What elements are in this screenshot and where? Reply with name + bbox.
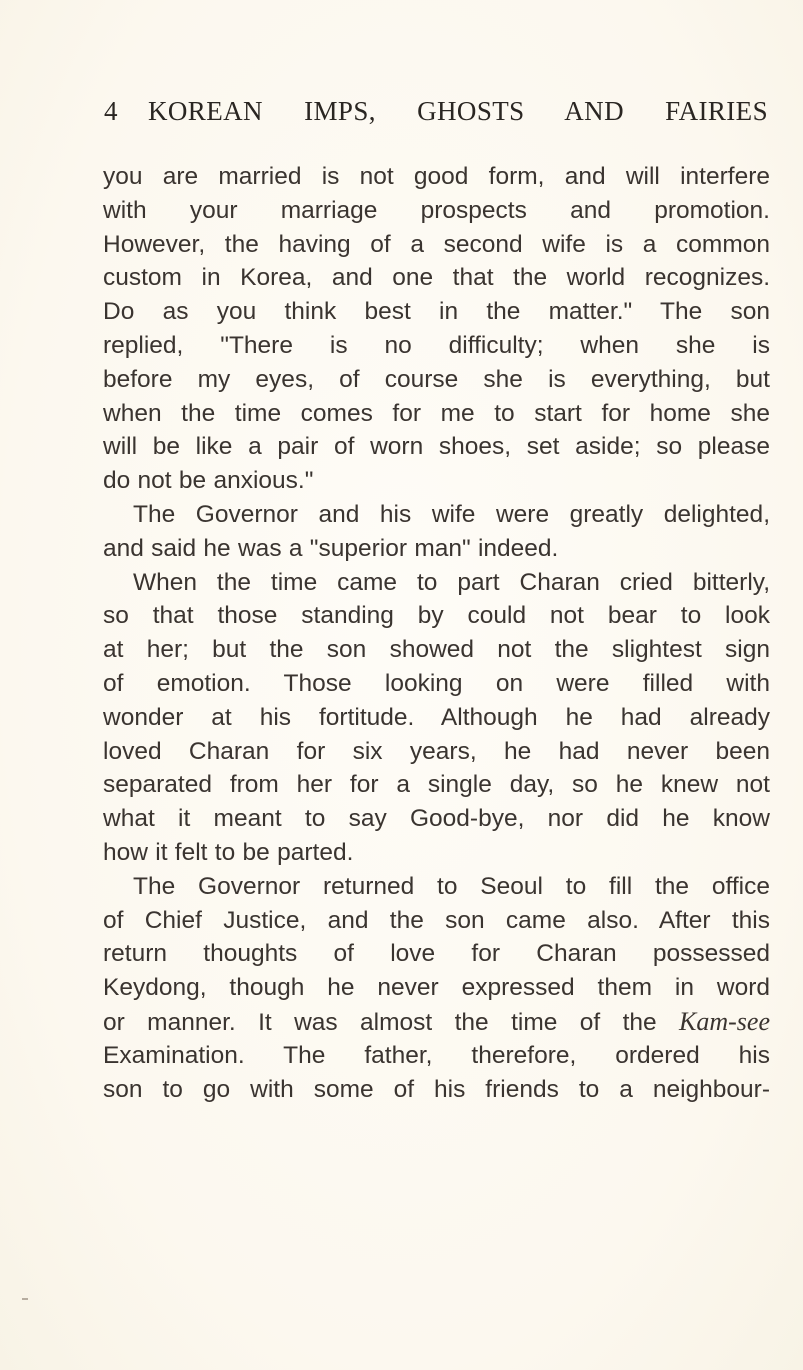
text-line: However, the having of a second wife is a common	[103, 230, 770, 258]
text-fragment: or manner. It was almost the time of the	[103, 1008, 680, 1036]
text-line: wonder at his fortitude. Although he had already	[103, 703, 770, 731]
text-line: before my eyes, of course she is everything, but	[103, 365, 770, 393]
text-line: what it meant to say Good-bye, nor did he know	[103, 805, 770, 833]
page-header	[104, 96, 768, 136]
text-line: Keydong, though he never expressed them in word	[103, 974, 770, 1002]
text-line-with-italic	[103, 1005, 770, 1039]
text-line: and said he was a "superior man" indeed.	[103, 534, 559, 562]
text-line: Do as you think best in the matter." The son	[103, 298, 770, 326]
text-line: how it felt to be parted.	[103, 838, 354, 866]
text-line: when the time comes for me to start for home she	[103, 399, 770, 427]
text-line: replied, "There is no difficulty; when she is	[103, 331, 770, 359]
text-line: separated from her for a single day, so he knew not	[103, 771, 770, 799]
text-line: loved Charan for six years, he had never been	[103, 737, 770, 765]
text-line: so that those standing by could not bear to look	[103, 602, 770, 630]
body-text	[103, 160, 770, 1106]
text-line: custom in Korea, and one that the world recognizes.	[103, 264, 770, 292]
text-line: will be like a pair of worn shoes, set aside; so please	[103, 433, 770, 461]
text-line: of emotion. Those looking on were filled with	[103, 669, 770, 697]
page-number: 4	[104, 96, 118, 126]
text-line: you are married is not good form, and will interfere	[103, 163, 770, 190]
italic-term: Kam-see	[679, 1006, 770, 1036]
text-line: The Governor returned to Seoul to fill the office	[133, 872, 770, 900]
text-line: return thoughts of love for Charan possessed	[103, 940, 770, 968]
text-line: Examination. The father, therefore, ordered his	[103, 1041, 770, 1069]
text-line: do not be anxious."	[103, 467, 314, 495]
text-line: The Governor and his wife were greatly delighted,	[133, 500, 770, 528]
text-line: When the time came to part Charan cried bitterly,	[133, 568, 770, 596]
text-line: son to go with some of his friends to a neighbour-	[103, 1075, 770, 1103]
running-title: KOREAN IMPS, GHOSTS AND FAIRIES	[148, 96, 768, 126]
margin-mark	[22, 1298, 28, 1300]
text-line: of Chief Justice, and the son came also. After this	[103, 906, 770, 934]
text-line: with your marriage prospects and promotion.	[103, 196, 770, 224]
text-line: at her; but the son showed not the slightest sign	[103, 636, 770, 664]
